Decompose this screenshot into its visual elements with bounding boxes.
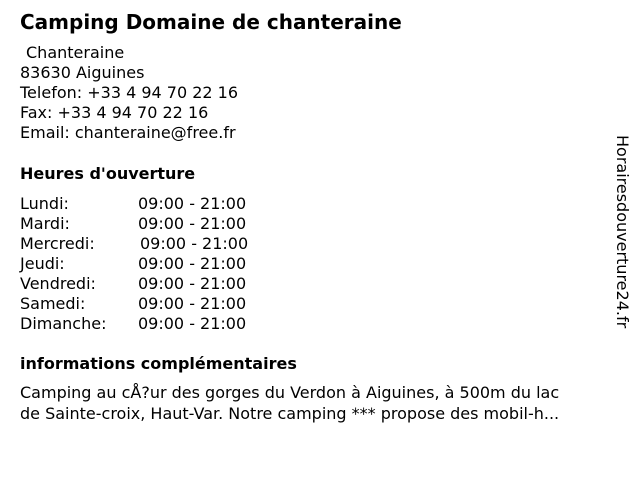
description-line-1: Camping au cÅ?ur des gorges du Verdon à Aiguines, à 500m du lac [20, 383, 560, 402]
hours-day: Vendredi: [20, 274, 96, 293]
hours-row [20, 214, 320, 234]
address-line-2: 83630 Aiguines [20, 63, 145, 82]
hours-row [20, 254, 320, 274]
hours-row [20, 314, 320, 334]
hours-heading: Heures d'ouverture [20, 164, 196, 183]
hours-time: 09:00 - 21:00 [138, 274, 247, 293]
description-block [20, 382, 630, 424]
address-block [20, 43, 238, 143]
hours-time: 09:00 - 21:00 [140, 234, 249, 253]
hours-table [20, 194, 320, 334]
business-name: Camping Domaine de chanteraine [20, 10, 402, 34]
description-line-2: de Sainte-croix, Haut-Var. Notre camping *** propose des mobil-h... [20, 404, 560, 423]
hours-time: 09:00 - 21:00 [138, 254, 247, 273]
address-line-1: Chanteraine [26, 43, 125, 62]
hours-day: Lundi: [20, 194, 69, 213]
hours-row [20, 234, 320, 254]
hours-day: Mercredi: [20, 234, 95, 253]
info-heading: informations complémentaires [20, 354, 297, 373]
phone-number[interactable]: Telefon: +33 4 94 70 22 16 [20, 83, 239, 102]
email-address[interactable]: Email: chanteraine@free.fr [20, 123, 236, 142]
hours-row [20, 294, 320, 314]
hours-day: Dimanche: [20, 314, 107, 333]
hours-day: Jeudi: [20, 254, 65, 273]
hours-time: 09:00 - 21:00 [138, 194, 247, 213]
hours-time: 09:00 - 21:00 [138, 314, 247, 333]
hours-day: Samedi: [20, 294, 86, 313]
fax-number: Fax: +33 4 94 70 22 16 [20, 103, 209, 122]
hours-row [20, 194, 320, 214]
hours-time: 09:00 - 21:00 [138, 214, 247, 233]
hours-time: 09:00 - 21:00 [138, 294, 247, 313]
hours-row [20, 274, 320, 294]
hours-day: Mardi: [20, 214, 70, 233]
site-watermark: Horairesdouverture24.fr [613, 135, 632, 329]
